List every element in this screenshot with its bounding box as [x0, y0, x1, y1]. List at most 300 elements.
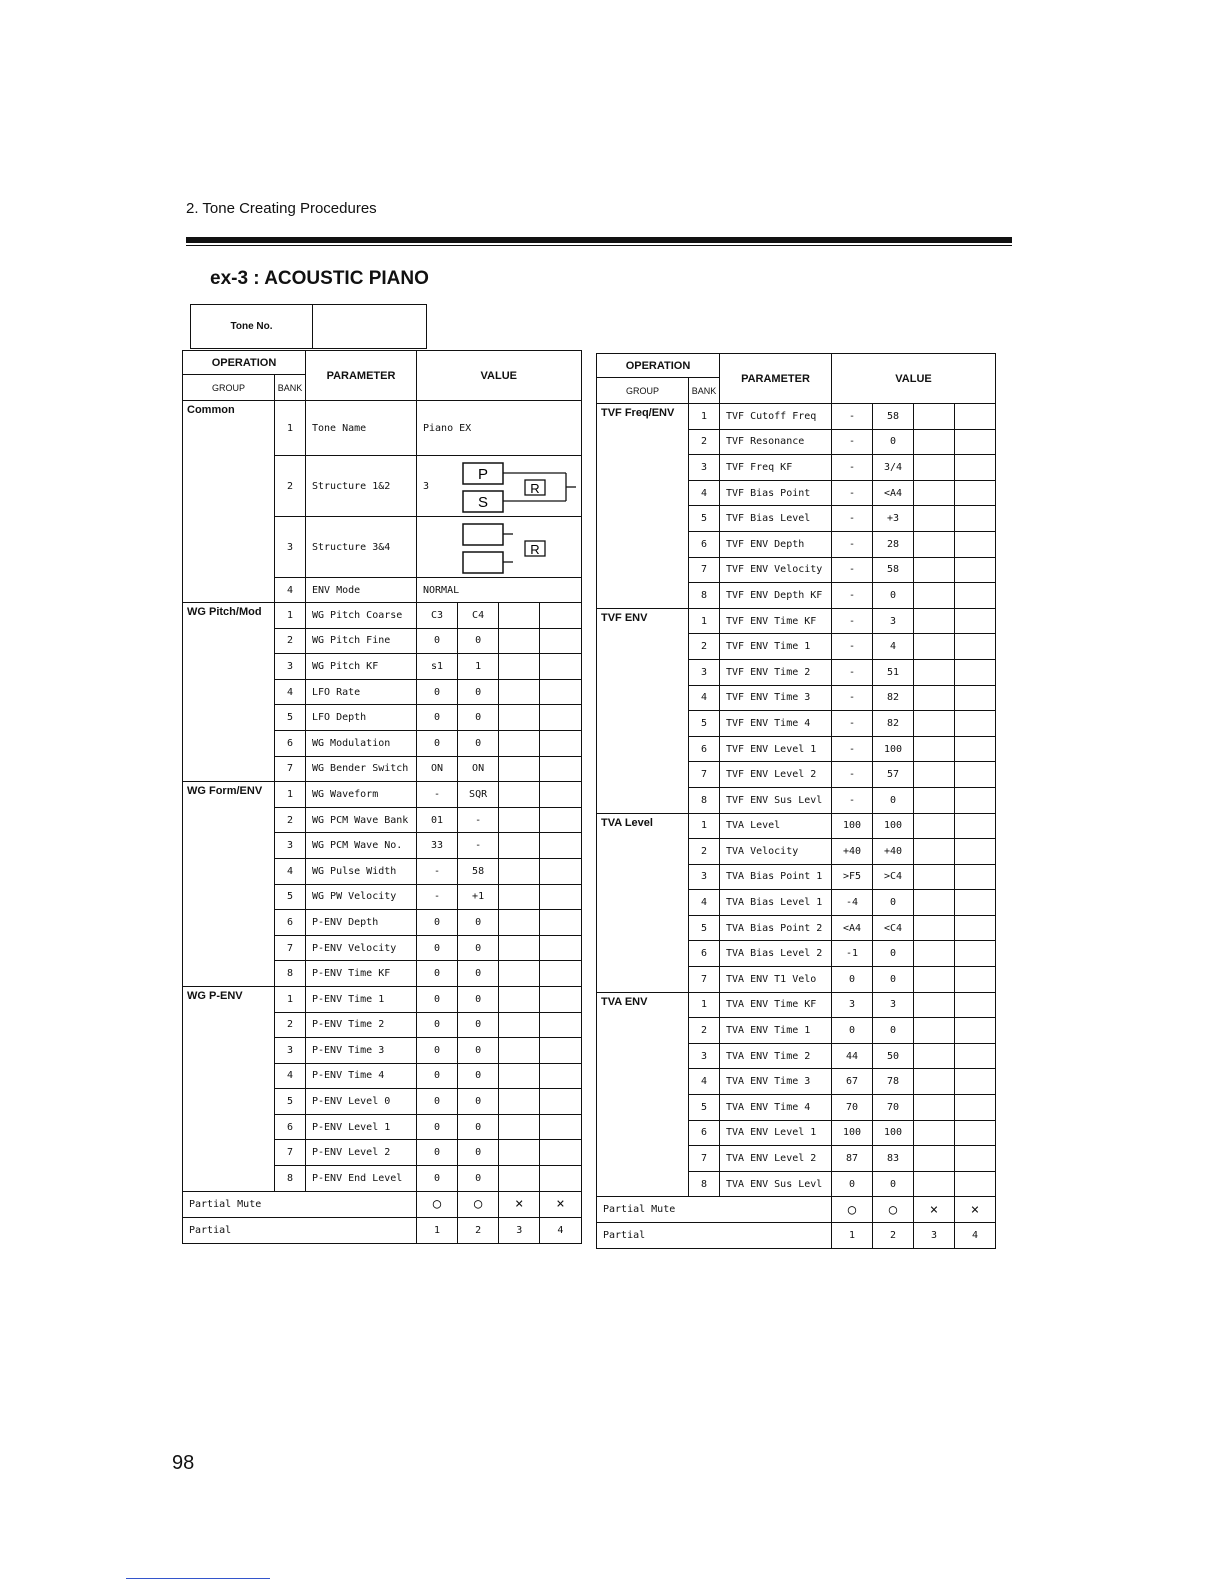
value-cell-partial-3[interactable]: [914, 404, 955, 430]
value-cell-partial-1[interactable]: 0: [417, 705, 458, 731]
value-cell-partial-2[interactable]: 1: [458, 654, 499, 680]
operation-header: OPERATION: [597, 354, 720, 378]
value-cell-partial-2[interactable]: >C4: [873, 864, 914, 890]
bank-cell: 3: [689, 864, 720, 890]
value-cell-partial-4[interactable]: [955, 455, 996, 481]
value-cell-partial-4[interactable]: [540, 1140, 581, 1166]
bank-cell: 2: [689, 429, 720, 455]
value-cell-partial-3[interactable]: [914, 1043, 955, 1069]
value-cell-partial-4[interactable]: [955, 659, 996, 685]
value-cell-partial-2[interactable]: 100: [873, 1120, 914, 1146]
value-cell-partial-3[interactable]: [499, 1114, 540, 1140]
value-cell-partial-1[interactable]: -1: [832, 941, 873, 967]
value-cell-partial-4[interactable]: [955, 685, 996, 711]
value-cell-partial-4[interactable]: [540, 807, 581, 833]
value-cell-partial-3[interactable]: [914, 455, 955, 481]
value-cell-partial-4[interactable]: [955, 1069, 996, 1095]
value-cell-partial-3[interactable]: [914, 659, 955, 685]
value-cell-partial-3[interactable]: [914, 967, 955, 993]
value-cell-partial-2[interactable]: 28: [873, 531, 914, 557]
value-cell-partial-2[interactable]: 0: [458, 1140, 499, 1166]
value-cell-partial-2[interactable]: 51: [873, 659, 914, 685]
value-cell-partial-2[interactable]: 0: [458, 1038, 499, 1064]
value-cell-partial-3[interactable]: [499, 935, 540, 961]
value-cell-partial-2[interactable]: 0: [873, 787, 914, 813]
param-cell: P-ENV Level 0: [306, 1089, 417, 1115]
value-cell-partial-1[interactable]: 3: [832, 992, 873, 1018]
bank-cell: 4: [689, 1069, 720, 1095]
value-cell-partial-2[interactable]: 4: [873, 634, 914, 660]
param-cell: TVA Bias Point 1: [720, 864, 832, 890]
bank-cell: 5: [689, 711, 720, 737]
value-cell-partial-4[interactable]: [955, 813, 996, 839]
value-cell-partial-3[interactable]: [914, 634, 955, 660]
value-cell-partial-2[interactable]: 57: [873, 762, 914, 788]
value-cell-partial-2[interactable]: 0: [873, 1018, 914, 1044]
value-cell-partial-3[interactable]: [914, 787, 955, 813]
value-cell-partial-1[interactable]: 0: [417, 986, 458, 1012]
parameter-row: [183, 603, 582, 629]
value-cell-partial-4[interactable]: [955, 429, 996, 455]
value-cell-partial-1[interactable]: -: [832, 736, 873, 762]
partial-mute-toggle[interactable]: ○: [417, 1191, 458, 1217]
parameter-row: [183, 986, 582, 1012]
partial-mute-toggle[interactable]: ○: [873, 1197, 914, 1223]
value-cell-partial-2[interactable]: 82: [873, 685, 914, 711]
value-cell-partial-3[interactable]: [499, 782, 540, 808]
param-cell: WG PW Velocity: [306, 884, 417, 910]
value-cell-partial-2[interactable]: +1: [458, 884, 499, 910]
value-cell-partial-1[interactable]: -: [832, 685, 873, 711]
value-cell-partial-3[interactable]: [499, 910, 540, 936]
partial-label: Partial: [183, 1217, 417, 1243]
value-cell-partial-3[interactable]: [499, 961, 540, 987]
value-cell-partial-1[interactable]: 87: [832, 1146, 873, 1172]
value-cell-partial-1[interactable]: 0: [417, 935, 458, 961]
bank-cell: 4: [689, 480, 720, 506]
value-cell-partial-1[interactable]: -: [832, 455, 873, 481]
value-cell-partial-4[interactable]: [955, 506, 996, 532]
value-cell-partial-4[interactable]: [540, 858, 581, 884]
bank-cell: 1: [689, 992, 720, 1018]
bank-cell: 1: [275, 603, 306, 629]
bank-cell: 1: [689, 813, 720, 839]
value-cell-partial-3[interactable]: [499, 679, 540, 705]
param-cell: TVA ENV Time 1: [720, 1018, 832, 1044]
param-cell: P-ENV Time 4: [306, 1063, 417, 1089]
value-cell-partial-4[interactable]: [955, 992, 996, 1018]
partial-mute-toggle[interactable]: ×: [914, 1197, 955, 1223]
value-cell-partial-2[interactable]: -: [458, 833, 499, 859]
value-cell-partial-1[interactable]: -: [832, 711, 873, 737]
value-cell-partial-1[interactable]: -: [832, 762, 873, 788]
value-cell-partial-2[interactable]: <C4: [873, 915, 914, 941]
value-cell-partial-1[interactable]: 0: [417, 679, 458, 705]
value-cell-partial-3[interactable]: [914, 736, 955, 762]
bank-cell: 7: [689, 967, 720, 993]
value-cell-partial-4[interactable]: [955, 762, 996, 788]
value-cell-partial-4[interactable]: [540, 1114, 581, 1140]
value-cell-partial-2[interactable]: 0: [873, 429, 914, 455]
value-cell-partial-1[interactable]: 0: [417, 1063, 458, 1089]
value-cell-partial-4[interactable]: [955, 864, 996, 890]
value-cell-partial-1[interactable]: 100: [832, 813, 873, 839]
value-cell-partial-3[interactable]: [914, 941, 955, 967]
value-cell-partial-2[interactable]: 0: [458, 986, 499, 1012]
bank-cell: 5: [275, 1089, 306, 1115]
value-cell-partial-3[interactable]: [499, 628, 540, 654]
value-cell-partial-2[interactable]: +40: [873, 839, 914, 865]
value-cell-partial-2[interactable]: 0: [873, 967, 914, 993]
value-cell-partial-4[interactable]: [540, 1063, 581, 1089]
value-cell-partial-2[interactable]: <A4: [873, 480, 914, 506]
value-cell-partial-4[interactable]: [540, 756, 581, 782]
value-cell-partial-2[interactable]: 0: [458, 705, 499, 731]
value-cell-partial-2[interactable]: 0: [458, 1012, 499, 1038]
value-cell-partial-1[interactable]: 01: [417, 807, 458, 833]
value-cell-partial-3[interactable]: [914, 429, 955, 455]
value-cell-partial-4[interactable]: [955, 1146, 996, 1172]
value-cell-partial-1[interactable]: 0: [417, 1012, 458, 1038]
value-cell-partial-1[interactable]: 0: [832, 1018, 873, 1044]
param-cell: TVF ENV Sus Levl: [720, 787, 832, 813]
value-cell-partial-4[interactable]: [540, 705, 581, 731]
partial-mute-label: Partial Mute: [183, 1191, 417, 1217]
value-cell-partial-1[interactable]: 0: [417, 961, 458, 987]
value-cell-partial-3[interactable]: [499, 654, 540, 680]
value-cell-partial-1[interactable]: -: [832, 404, 873, 430]
value-cell-partial-3[interactable]: [499, 1166, 540, 1192]
value-cell-partial-4[interactable]: [955, 839, 996, 865]
value-cell-partial-4[interactable]: [955, 1171, 996, 1197]
param-cell: WG Pitch Coarse: [306, 603, 417, 629]
value-cell-partial-3[interactable]: [914, 1095, 955, 1121]
value-header: VALUE: [832, 354, 996, 404]
value-cell-partial-1[interactable]: -: [832, 583, 873, 609]
value-cell-partial-4[interactable]: [540, 1012, 581, 1038]
value-cell-partial-3[interactable]: [914, 480, 955, 506]
bank-cell: 5: [689, 506, 720, 532]
bank-cell: 6: [275, 1114, 306, 1140]
value-cell-partial-3[interactable]: [914, 531, 955, 557]
value-cell-partial-2[interactable]: 3/4: [873, 455, 914, 481]
value-cell-partial-3[interactable]: [499, 1063, 540, 1089]
value-cell-partial-2[interactable]: 0: [873, 1171, 914, 1197]
value-cell-partial-3[interactable]: [499, 705, 540, 731]
value-cell-partial-3[interactable]: [914, 915, 955, 941]
param-cell: TVF Freq KF: [720, 455, 832, 481]
value-cell-partial-4[interactable]: [955, 557, 996, 583]
value-cell-partial-2[interactable]: SQR: [458, 782, 499, 808]
value-cell-partial-4[interactable]: [955, 941, 996, 967]
value-cell-partial-2[interactable]: +3: [873, 506, 914, 532]
param-cell: TVF Resonance: [720, 429, 832, 455]
value-cell-partial-1[interactable]: -: [832, 480, 873, 506]
value-cell-partial-4[interactable]: [540, 986, 581, 1012]
value-cell-partial-1[interactable]: 0: [417, 910, 458, 936]
value-cell-partial-2[interactable]: 100: [873, 813, 914, 839]
param-cell: P-ENV End Level: [306, 1166, 417, 1192]
bank-cell: 7: [275, 1140, 306, 1166]
value-cell-partial-4[interactable]: [540, 1038, 581, 1064]
value-cell-partial-4[interactable]: [955, 1120, 996, 1146]
value-cell-partial-2[interactable]: 58: [873, 404, 914, 430]
value-cell-partial-2[interactable]: 83: [873, 1146, 914, 1172]
value-cell-partial-2[interactable]: -: [458, 807, 499, 833]
value-cell-partial-3[interactable]: [914, 583, 955, 609]
partial-mute-toggle[interactable]: ×: [955, 1197, 996, 1223]
value-cell-partial-1[interactable]: +40: [832, 839, 873, 865]
value-cell-partial-4[interactable]: [955, 1043, 996, 1069]
value-cell-partial-4[interactable]: [955, 890, 996, 916]
value-cell-partial-3[interactable]: [914, 762, 955, 788]
value-cell-partial-1[interactable]: -: [832, 634, 873, 660]
param-cell: TVF ENV Time KF: [720, 608, 832, 634]
value-cell-partial-4[interactable]: [955, 1018, 996, 1044]
left-groups: [183, 603, 582, 1192]
value-cell-partial-2[interactable]: 70: [873, 1095, 914, 1121]
value-cell-partial-2[interactable]: 58: [873, 557, 914, 583]
partial-number: 4: [540, 1217, 581, 1243]
value-cell-partial-4[interactable]: [540, 628, 581, 654]
value-cell-partial-1[interactable]: 0: [417, 1038, 458, 1064]
value-cell-partial-3[interactable]: [914, 839, 955, 865]
value-cell-partial-4[interactable]: [540, 961, 581, 987]
bank-cell: 2: [689, 634, 720, 660]
value-cell-partial-4[interactable]: [540, 1089, 581, 1115]
value-cell-partial-2[interactable]: 3: [873, 992, 914, 1018]
partial-number: 3: [914, 1223, 955, 1249]
value-cell-partial-3[interactable]: [499, 986, 540, 1012]
value-cell-partial-4[interactable]: [955, 608, 996, 634]
param-cell: TVF Cutoff Freq: [720, 404, 832, 430]
value-cell-partial-1[interactable]: -: [417, 858, 458, 884]
param-cell: P-ENV Time 1: [306, 986, 417, 1012]
value-cell-partial-1[interactable]: -: [832, 787, 873, 813]
value-cell-partial-2[interactable]: 58: [458, 858, 499, 884]
value-cell-partial-3[interactable]: [499, 884, 540, 910]
value-cell-partial-3[interactable]: [914, 864, 955, 890]
group-name: WG P-ENV: [183, 986, 275, 1191]
value-cell-partial-2[interactable]: 0: [458, 1166, 499, 1192]
value-cell-partial-3[interactable]: [914, 557, 955, 583]
value-cell-partial-3[interactable]: [499, 730, 540, 756]
bank-cell: 1: [689, 608, 720, 634]
value-cell-partial-2[interactable]: 0: [458, 935, 499, 961]
value-cell-partial-1[interactable]: -: [832, 557, 873, 583]
bank-cell: 6: [275, 910, 306, 936]
value-cell-partial-3[interactable]: [914, 1171, 955, 1197]
value-cell-partial-3[interactable]: [499, 603, 540, 629]
value-cell-partial-4[interactable]: [540, 679, 581, 705]
value-cell-partial-2[interactable]: C4: [458, 603, 499, 629]
value-cell-partial-3[interactable]: [499, 1038, 540, 1064]
value-cell-partial-1[interactable]: <A4: [832, 915, 873, 941]
value-cell-partial-2[interactable]: 78: [873, 1069, 914, 1095]
param-cell: TVF ENV Level 1: [720, 736, 832, 762]
value-cell-partial-1[interactable]: 0: [417, 1089, 458, 1115]
value-cell-partial-4[interactable]: [540, 654, 581, 680]
value-cell-partial-1[interactable]: 44: [832, 1043, 873, 1069]
value-cell-partial-4[interactable]: [540, 603, 581, 629]
value-cell-partial-2[interactable]: 50: [873, 1043, 914, 1069]
value-cell-partial-3[interactable]: [499, 1140, 540, 1166]
operation-header: OPERATION: [183, 351, 306, 375]
bank-cell: 2: [689, 1018, 720, 1044]
bank-cell: 6: [689, 736, 720, 762]
value-cell-partial-3[interactable]: [914, 1146, 955, 1172]
bank-cell: 3: [275, 833, 306, 859]
value-cell-partial-4[interactable]: [540, 935, 581, 961]
param-cell: TVA Bias Point 2: [720, 915, 832, 941]
value-cell-partial-3[interactable]: [914, 992, 955, 1018]
value-cell-partial-1[interactable]: -: [832, 608, 873, 634]
structure-34-value[interactable]: [417, 517, 458, 578]
param-cell: P-ENV Time KF: [306, 961, 417, 987]
value-cell-partial-1[interactable]: s1: [417, 654, 458, 680]
tone-number-value[interactable]: [313, 305, 427, 349]
value-cell-partial-1[interactable]: 0: [417, 730, 458, 756]
value-cell-partial-3[interactable]: [499, 1012, 540, 1038]
param-cell: TVA ENV T1 Velo: [720, 967, 832, 993]
value-cell-partial-1[interactable]: -: [832, 429, 873, 455]
partial-number: 4: [955, 1223, 996, 1249]
value-cell-partial-2[interactable]: 0: [458, 730, 499, 756]
value-cell-partial-1[interactable]: 100: [832, 1120, 873, 1146]
bank-cell: 7: [689, 762, 720, 788]
value-cell-partial-4[interactable]: [955, 736, 996, 762]
value-cell-partial-3[interactable]: [499, 833, 540, 859]
value-cell-partial-2[interactable]: 3: [873, 608, 914, 634]
value-cell-partial-2[interactable]: 100: [873, 736, 914, 762]
value-cell-partial-3[interactable]: [914, 1120, 955, 1146]
value-cell-partial-3[interactable]: [914, 506, 955, 532]
value-cell-partial-2[interactable]: 0: [458, 1089, 499, 1115]
value-cell-partial-1[interactable]: 0: [417, 1140, 458, 1166]
bank-cell: 2: [689, 839, 720, 865]
value-cell-partial-4[interactable]: [540, 884, 581, 910]
value-cell-partial-3[interactable]: [914, 1018, 955, 1044]
param-cell: WG Modulation: [306, 730, 417, 756]
bank-cell: 6: [689, 941, 720, 967]
value-cell-partial-2[interactable]: 0: [458, 679, 499, 705]
value-cell-partial-1[interactable]: ON: [417, 756, 458, 782]
value-cell-partial-1[interactable]: -: [417, 884, 458, 910]
value-cell-partial-1[interactable]: -: [417, 782, 458, 808]
bank-cell: 8: [275, 1166, 306, 1192]
value-cell-partial-3[interactable]: [499, 1089, 540, 1115]
value-cell-partial-2[interactable]: 0: [458, 628, 499, 654]
value-cell-partial-4[interactable]: [955, 787, 996, 813]
value-cell-partial-4[interactable]: [540, 1166, 581, 1192]
value-cell-partial-4[interactable]: [955, 634, 996, 660]
value-cell-partial-1[interactable]: 0: [832, 967, 873, 993]
bank-cell: 4: [275, 1063, 306, 1089]
bank-cell: 3: [689, 659, 720, 685]
value-cell-partial-4[interactable]: [955, 967, 996, 993]
value-cell-partial-4[interactable]: [955, 1095, 996, 1121]
value-cell-partial-4[interactable]: [955, 583, 996, 609]
value-cell-partial-4[interactable]: [955, 711, 996, 737]
param-cell: ENV Mode: [306, 578, 417, 603]
bank-cell: 8: [689, 1171, 720, 1197]
param-cell: TVA Bias Level 2: [720, 941, 832, 967]
value-cell-partial-1[interactable]: 33: [417, 833, 458, 859]
param-cell: TVA ENV Sus Levl: [720, 1171, 832, 1197]
value-cell-partial-1[interactable]: 0: [417, 1114, 458, 1140]
value-cell-partial-4[interactable]: [955, 915, 996, 941]
partial-mute-toggle[interactable]: ×: [499, 1191, 540, 1217]
value-cell-partial-4[interactable]: [540, 833, 581, 859]
value-cell-partial-2[interactable]: 0: [873, 583, 914, 609]
value-cell-partial-3[interactable]: [914, 685, 955, 711]
value-cell-partial-3[interactable]: [499, 807, 540, 833]
value-cell-partial-2[interactable]: 82: [873, 711, 914, 737]
value-cell-partial-2[interactable]: 0: [458, 1114, 499, 1140]
value-cell-partial-2[interactable]: ON: [458, 756, 499, 782]
group-header: GROUP: [597, 378, 689, 404]
param-cell: TVF ENV Time 1: [720, 634, 832, 660]
env-mode-value[interactable]: NORMAL: [417, 578, 582, 603]
value-cell-partial-1[interactable]: -: [832, 531, 873, 557]
value-cell-partial-1[interactable]: >F5: [832, 864, 873, 890]
value-cell-partial-2[interactable]: 0: [873, 941, 914, 967]
value-cell-partial-1[interactable]: 0: [417, 628, 458, 654]
value-cell-partial-1[interactable]: -: [832, 659, 873, 685]
param-cell: P-ENV Level 1: [306, 1114, 417, 1140]
tone-name-value[interactable]: Piano EX: [417, 401, 582, 456]
value-cell-partial-2[interactable]: 0: [458, 910, 499, 936]
partial-mute-toggle[interactable]: ×: [540, 1191, 581, 1217]
structure-12-value[interactable]: 3: [417, 456, 458, 517]
value-cell-partial-4[interactable]: [955, 531, 996, 557]
value-cell-partial-3[interactable]: [914, 1069, 955, 1095]
value-cell-partial-1[interactable]: -4: [832, 890, 873, 916]
value-cell-partial-3[interactable]: [914, 813, 955, 839]
value-cell-partial-1[interactable]: 0: [417, 1166, 458, 1192]
value-cell-partial-2[interactable]: 0: [458, 961, 499, 987]
value-cell-partial-4[interactable]: [540, 730, 581, 756]
value-cell-partial-1[interactable]: 70: [832, 1095, 873, 1121]
value-cell-partial-2[interactable]: 0: [873, 890, 914, 916]
value-cell-partial-1[interactable]: -: [832, 506, 873, 532]
bank-cell: 8: [689, 787, 720, 813]
value-cell-partial-4[interactable]: [540, 782, 581, 808]
value-cell-partial-1[interactable]: C3: [417, 603, 458, 629]
param-cell: P-ENV Time 3: [306, 1038, 417, 1064]
bank-cell: 4: [275, 679, 306, 705]
bank-cell: 1: [275, 986, 306, 1012]
group-common: Common: [183, 401, 275, 603]
parameter-header: PARAMETER: [306, 351, 417, 401]
value-cell-partial-2[interactable]: 0: [458, 1063, 499, 1089]
bank-cell: 1: [275, 401, 306, 456]
value-cell-partial-3[interactable]: [914, 608, 955, 634]
value-cell-partial-3[interactable]: [914, 711, 955, 737]
partial-mute-toggle[interactable]: ○: [832, 1197, 873, 1223]
bank-cell: 1: [689, 404, 720, 430]
partial-mute-toggle[interactable]: ○: [458, 1191, 499, 1217]
value-cell-partial-3[interactable]: [499, 858, 540, 884]
value-cell-partial-4[interactable]: [540, 910, 581, 936]
value-cell-partial-1[interactable]: 67: [832, 1069, 873, 1095]
value-cell-partial-4[interactable]: [955, 480, 996, 506]
value-cell-partial-4[interactable]: [955, 404, 996, 430]
bank-cell: 6: [275, 730, 306, 756]
value-cell-partial-3[interactable]: [914, 890, 955, 916]
value-cell-partial-1[interactable]: 0: [832, 1171, 873, 1197]
value-cell-partial-3[interactable]: [499, 756, 540, 782]
